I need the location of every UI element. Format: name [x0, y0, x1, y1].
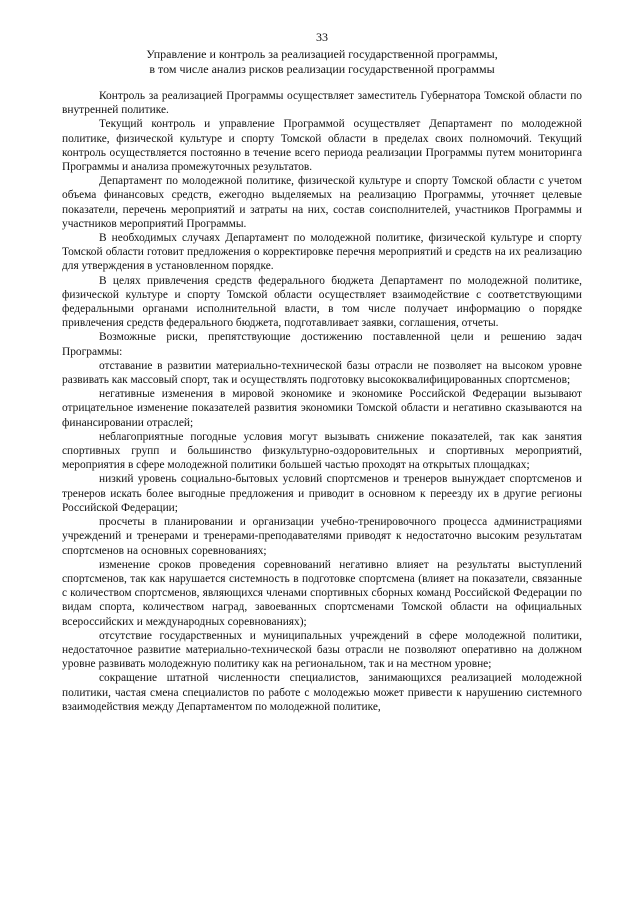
paragraph-risks-intro: Возможные риски, препятствующие достижению поставленной цели и решению задач Программы:	[62, 331, 582, 358]
risk-item-youth-institutions: отсутствие государственных и муниципальных учреждений в сфере молодежной политики, недостаточное развитие материально-технической базы отрасли не позволяют оперативно на должном уровне развивать молодежную политику как на региональном, так и на местном уровне;	[62, 629, 582, 671]
paragraph-current-control: Текущий контроль и управление Программой осуществляет Департамент по молодежной политике, физической культуре и спорту Томской области в пределах своих полномочий. Текущий контроль осуществляется постоянно в течение всего периода реализации Программы путем мониторинга Программы и анализа промежуточных результатов.	[62, 118, 582, 174]
section-heading-line-1: Управление и контроль за реализацией государственной программы,	[146, 47, 498, 61]
risk-item-competition-schedule: изменение сроков проведения соревнований негативно влияет на результаты выступлений спортсменов, так как нарушается системность в подготовке спортсмена (влияет на показатели, связанные с количеством спортсменов, являющихся членами спортивных сборных команд Российской Федерации по видам спорта, количеством наград, завоеванных спортсменами Томской области на официальных всероссийских и международных соревнованиях);	[62, 558, 582, 628]
document-page	[62, 30, 582, 714]
paragraph-federal-funding: В целях привлечения средств федерального бюджета Департамент по молодежной политике, физической культуре и спорту Томской области осуществляет взаимодействие с соответствующими федеральными органами исполнительной власти, в том числе получает информацию о порядке привлечения средств федерального бюджета, подготавливает заявки, соглашения, отчеты.	[62, 274, 582, 330]
risk-item-training-planning: просчеты в планировании и организации учебно-тренировочного процесса администрациями учреждений и тренерами и тренерами-преподавателями приводят к недостаточно высоким результатам спортсменов на основных соревнованиях;	[62, 516, 582, 557]
risk-item-living-conditions: низкий уровень социально-бытовых условий спортсменов и тренеров вынуждает спортсменов и тренеров искать более выгодные предложения и приводит в основном к переезду их в другие регионы Российской Федерации;	[62, 473, 582, 514]
page-number: 33	[316, 30, 328, 44]
paragraph-control-overview: Контроль за реализацией Программы осуществляет заместитель Губернатора Томской области по внутренней политике.	[62, 90, 582, 117]
risk-item-material-base: отставание в развитии материально-технической базы отрасли не позволяет на высоком уровне развивать как массовый спорт, так и осуществлять подготовку высококвалифицированных спортсменов;	[62, 359, 582, 387]
paragraph-department-adjustments: Департамент по молодежной политике, физической культуре и спорту Томской области с учетом объема финансовых средств, ежегодно выделяемых на реализацию Программы, уточняет целевые показатели, перечень мероприятий и затраты на них, состав соисполнителей, участников Программы и участников мероприятий Программы.	[62, 175, 582, 230]
paragraph-correction-proposals: В необходимых случаях Департамент по молодежной политике, физической культуре и спорту Томской области готовит предложения о корректировке перечня мероприятий и средств на их реализацию для утверждения в установленном порядке.	[62, 232, 582, 273]
section-heading	[62, 47, 582, 77]
document-body	[62, 89, 582, 714]
risk-item-economy: негативные изменения в мировой экономике и экономике Российской Федерации вызывают отрицательное изменение показателей развития экономики Томской области и негативно сказываются на финансировании отраслей;	[62, 388, 582, 429]
risk-item-weather: неблагоприятные погодные условия могут вызывать снижение показателей, так как занятия спортивных групп и большинство физкультурно-оздоровительных и спортивных мероприятий, мероприятия в сфере молодежной политики большей частью проходят на открытых площадках;	[62, 430, 582, 472]
section-heading-line-2: в том числе анализ рисков реализации государственной программы	[149, 62, 495, 76]
risk-item-staff-reduction: сокращение штатной численности специалистов, занимающихся реализацией молодежной политики, частая смена специалистов по работе с молодежью может привести к нарушению системного взаимодействия между Департаментом по молодежной политике,	[62, 672, 582, 713]
